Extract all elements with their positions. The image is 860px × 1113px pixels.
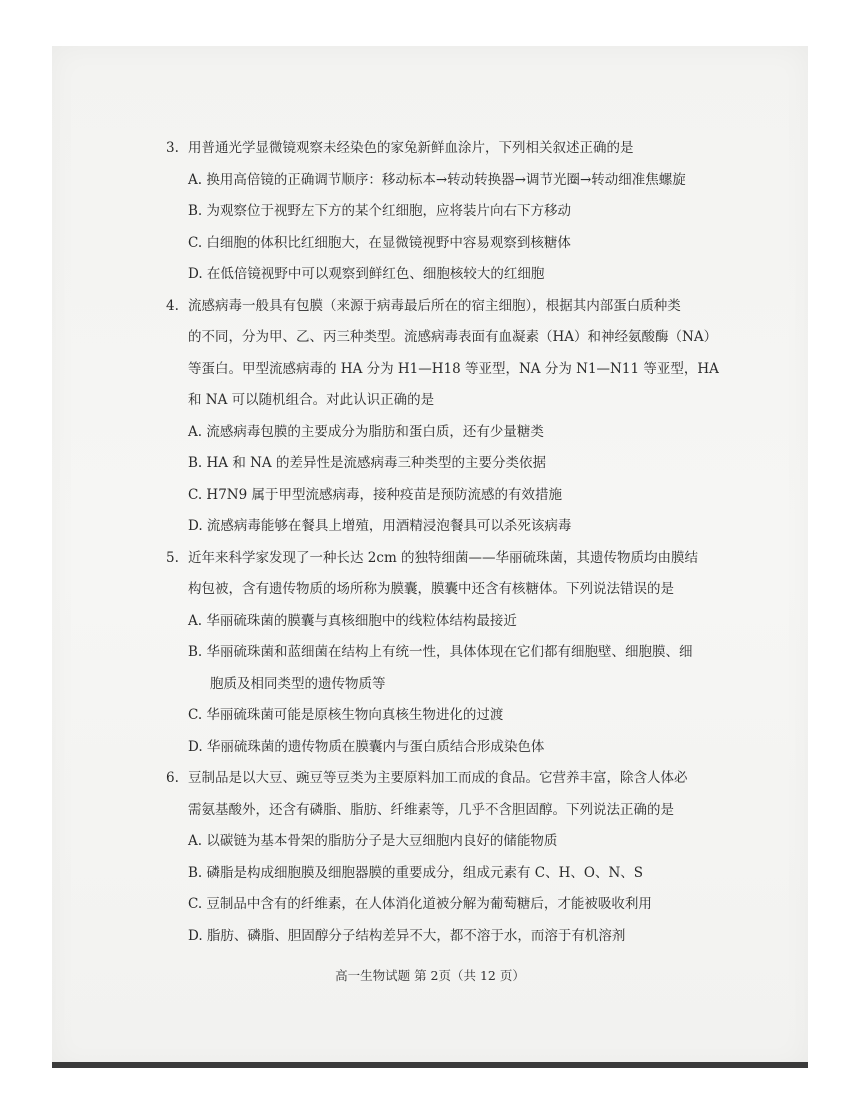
question-stem-text: 豆制品是以大豆、豌豆等豆类为主要原料加工而成的食品。它营养丰富，除含人体必	[188, 770, 688, 786]
question-number: 6.	[166, 770, 179, 786]
option-c: C. H7N9 属于甲型流感病毒，接种疫苗是预防流感的有效措施	[188, 486, 562, 503]
option-a: A. 流感病毒包膜的主要成分为脂肪和蛋白质，还有少量糖类	[188, 423, 544, 440]
question-stem-line	[166, 296, 726, 317]
option-d: D. 华丽硫珠菌的遗传物质在膜囊内与蛋白质结合形成染色体	[188, 738, 545, 755]
question-stem-line: 等蛋白。甲型流感病毒的 HA 分为 H1—H18 等亚型，NA 分为 N1—N11 等亚型，HA	[188, 360, 719, 377]
question-stem-line: 的不同，分为甲、乙、丙三种类型。流感病毒表面有血凝素（HA）和神经氨酸酶（NA）	[188, 329, 718, 345]
option-line: 胞质及相同类型的遗传物质等	[210, 675, 386, 692]
option-a: A. 华丽硫珠菌的膜囊与真核细胞中的线粒体结构最接近	[188, 612, 517, 629]
page-footer: 高一生物试题 第 2页（共 12 页）	[335, 968, 525, 983]
option-c: C. 豆制品中含有的纤维素，在人体消化道被分解为葡萄糖后，才能被吸收利用	[188, 896, 652, 912]
question-number: 4.	[166, 297, 179, 314]
question-stem-text: 用普通光学显微镜观察未经染色的家兔新鲜血涂片，下列相关叙述正确的是	[188, 140, 634, 156]
option-d: D. 脂肪、磷脂、胆固醇分子结构差异不大，都不溶于水，而溶于有机溶剂	[188, 927, 626, 944]
option-b: B. HA 和 NA 的差异性是流感病毒三种类型的主要分类依据	[188, 455, 546, 471]
option-b: B. 为观察位于视野左下方的某个红细胞，应将装片向右下方移动	[188, 203, 572, 219]
option-a: A. 换用高倍镜的正确调节顺序：移动标本→转动转换器→调节光圈→转动细准焦螺旋	[188, 171, 686, 188]
question-number: 5.	[166, 549, 179, 566]
question-stem-line	[166, 768, 726, 789]
question-6	[166, 768, 726, 947]
option-d: D. 在低倍镜视野中可以观察到鲜红色、细胞核较大的红细胞	[188, 266, 545, 282]
question-5	[166, 548, 726, 758]
question-stem-line: 需氨基酸外，还含有磷脂、脂肪、纤维素等，几乎不含胆固醇。下列说法正确的是	[188, 801, 674, 818]
question-stem-line: 构包被，含有遗传物质的场所称为膜囊，膜囊中还含有核糖体。下列说法错误的是	[188, 581, 674, 597]
scan-edge-bar	[52, 1062, 808, 1068]
option-d: D. 流感病毒能够在餐具上增殖，用酒精浸泡餐具可以杀死该病毒	[188, 518, 572, 534]
option-c: C. 白细胞的体积比红细胞大，在显微镜视野中容易观察到核糖体	[188, 234, 571, 251]
question-stem-line	[166, 548, 726, 569]
option-b: B. 磷脂是构成细胞膜及细胞器膜的重要成分，组成元素有 C、H、O、N、S	[188, 864, 644, 881]
option-a: A. 以碳链为基本骨架的脂肪分子是大豆细胞内良好的储能物质	[188, 833, 558, 849]
option-b	[188, 642, 726, 695]
option-c: C. 华丽硫珠菌可能是原核生物向真核生物进化的过渡	[188, 707, 504, 723]
question-list	[166, 138, 726, 957]
question-stem-line: 和 NA 可以随机组合。对此认识正确的是	[188, 392, 435, 408]
question-4	[166, 296, 726, 538]
question-stem-text: 流感病毒一般具有包膜（来源于病毒最后所在的宿主细胞），根据其内部蛋白质种类	[188, 297, 681, 314]
option-line: B. 华丽硫珠菌和蓝细菌在结构上有统一性，具体体现在它们都有细胞壁、细胞膜、细	[188, 644, 693, 660]
question-3	[166, 138, 726, 285]
question-stem-text: 近年来科学家发现了一种长达 2cm 的独特细菌——华丽硫珠菌，其遗传物质均由膜结	[188, 549, 699, 566]
question-number: 3.	[166, 140, 179, 156]
question-stem-line	[166, 138, 726, 159]
